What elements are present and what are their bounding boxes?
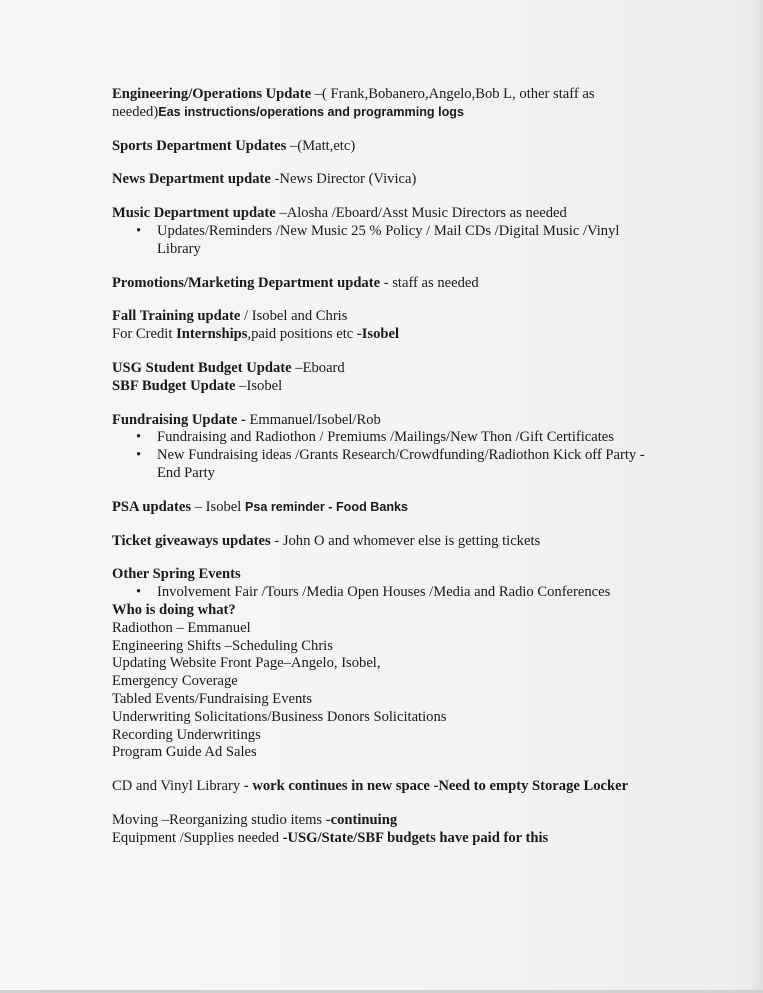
library-status: - work continues in new space -Need to empty Storage Locker bbox=[243, 778, 629, 795]
tickets-section bbox=[112, 533, 652, 551]
library-label: CD and Vinyl Library bbox=[112, 778, 244, 795]
equipment-status: -USG/State/SBF budgets have paid for this bbox=[282, 829, 549, 846]
training-line2-mid: ,paid positions etc bbox=[247, 326, 357, 343]
news-section bbox=[112, 171, 652, 189]
library-section bbox=[112, 778, 652, 796]
equipment-label: Equipment /Supplies needed bbox=[112, 829, 283, 846]
fundraising-title: Fundraising Update - bbox=[112, 411, 246, 428]
sports-people: –(Matt,etc) bbox=[286, 137, 356, 154]
moving-label: Moving –Reorganizing studio items bbox=[112, 811, 326, 828]
bullet-icon: • bbox=[136, 222, 142, 239]
list-item bbox=[112, 584, 652, 602]
fundraising-bullet-list bbox=[112, 429, 652, 482]
spring-bullet-list bbox=[112, 584, 652, 602]
bullet-icon: • bbox=[136, 429, 142, 446]
moving-status: -continuing bbox=[325, 811, 398, 828]
engineering-note: Eas instructions/operations and programming logs bbox=[158, 104, 464, 119]
training-people: / Isobel and Chris bbox=[240, 308, 348, 325]
who-line: Updating Website Front Page–Angelo, Isobel, bbox=[112, 655, 381, 672]
list-item bbox=[112, 447, 652, 483]
who-line: Program Guide Ad Sales bbox=[112, 744, 257, 761]
music-bullet-list bbox=[112, 223, 652, 259]
sbf-title: SBF Budget Update bbox=[112, 377, 236, 394]
music-section bbox=[112, 205, 652, 258]
fundraising-people: Emmanuel/Isobel/Rob bbox=[245, 411, 381, 428]
spring-section bbox=[112, 566, 652, 762]
promotions-title: Promotions/Marketing Department update bbox=[112, 274, 381, 291]
promotions-section bbox=[112, 275, 652, 293]
training-section bbox=[112, 308, 652, 344]
who-line: Radiothon – Emmanuel bbox=[112, 619, 251, 636]
moving-equipment-section bbox=[112, 812, 652, 848]
who-line: Recording Underwritings bbox=[112, 726, 261, 743]
fundraising-bullet-text: Fundraising and Radiothon / Premiums /Mailings/New Thon /Gift Certificates bbox=[157, 429, 614, 446]
psa-people: – Isobel bbox=[191, 498, 245, 515]
sports-title: Sports Department Updates bbox=[112, 137, 287, 154]
music-bullet-text: Updates/Reminders /New Music 25 % Policy / Mail CDs /Digital Music /Vinyl Library bbox=[157, 222, 620, 257]
tickets-people: - John O and whomever else is getting tickets bbox=[270, 532, 541, 549]
document-body bbox=[112, 86, 652, 848]
psa-section bbox=[112, 499, 652, 517]
sbf-people: –Isobel bbox=[235, 377, 283, 394]
page-edge-shadow bbox=[749, 0, 763, 993]
who-line: Tabled Events/Fundraising Events bbox=[112, 690, 313, 707]
music-title: Music Department update bbox=[112, 205, 276, 222]
engineering-title: Engineering/Operations Update bbox=[112, 86, 312, 102]
engineering-section bbox=[112, 86, 652, 122]
list-item bbox=[112, 429, 652, 447]
training-line2-prefix: For Credit bbox=[112, 326, 177, 343]
usg-title: USG Student Budget Update bbox=[112, 359, 292, 376]
who-list bbox=[112, 620, 652, 762]
training-line2-end: -Isobel bbox=[356, 326, 400, 343]
usg-people: –Eboard bbox=[291, 359, 345, 376]
budget-section bbox=[112, 360, 652, 396]
who-title: Who is doing what? bbox=[112, 601, 236, 618]
fundraising-section bbox=[112, 412, 652, 483]
news-people: -News Director (Vivica) bbox=[270, 171, 417, 188]
fundraising-bullet-text: New Fundraising ideas /Grants Research/Crowdfunding/Radiothon Kick off Party -End Party bbox=[157, 447, 645, 481]
spring-bullet-text: Involvement Fair /Tours /Media Open Houses /Media and Radio Conferences bbox=[157, 584, 611, 601]
news-title: News Department update bbox=[112, 171, 271, 188]
bullet-icon: • bbox=[136, 447, 142, 464]
spring-title: Other Spring Events bbox=[112, 566, 241, 583]
who-line: Underwriting Solicitations/Business Donors Solicitations bbox=[112, 708, 447, 725]
who-line: Emergency Coverage bbox=[112, 673, 238, 690]
training-internships: Internships bbox=[176, 326, 248, 343]
training-title: Fall Training update bbox=[112, 308, 241, 325]
bullet-icon: • bbox=[136, 584, 142, 601]
psa-note: Psa reminder - Food Banks bbox=[245, 499, 409, 514]
psa-title: PSA updates bbox=[112, 498, 192, 515]
list-item bbox=[112, 223, 652, 259]
music-people: –Alosha /Eboard/Asst Music Directors as needed bbox=[275, 205, 567, 222]
sports-section bbox=[112, 138, 652, 156]
tickets-title: Ticket giveaways updates bbox=[112, 532, 271, 549]
who-line: Engineering Shifts –Scheduling Chris bbox=[112, 637, 333, 654]
engineering-people: –( Frank,Bobanero,Angelo,Bob L, other staff as needed) bbox=[112, 86, 595, 120]
promotions-people: - staff as needed bbox=[380, 274, 479, 291]
